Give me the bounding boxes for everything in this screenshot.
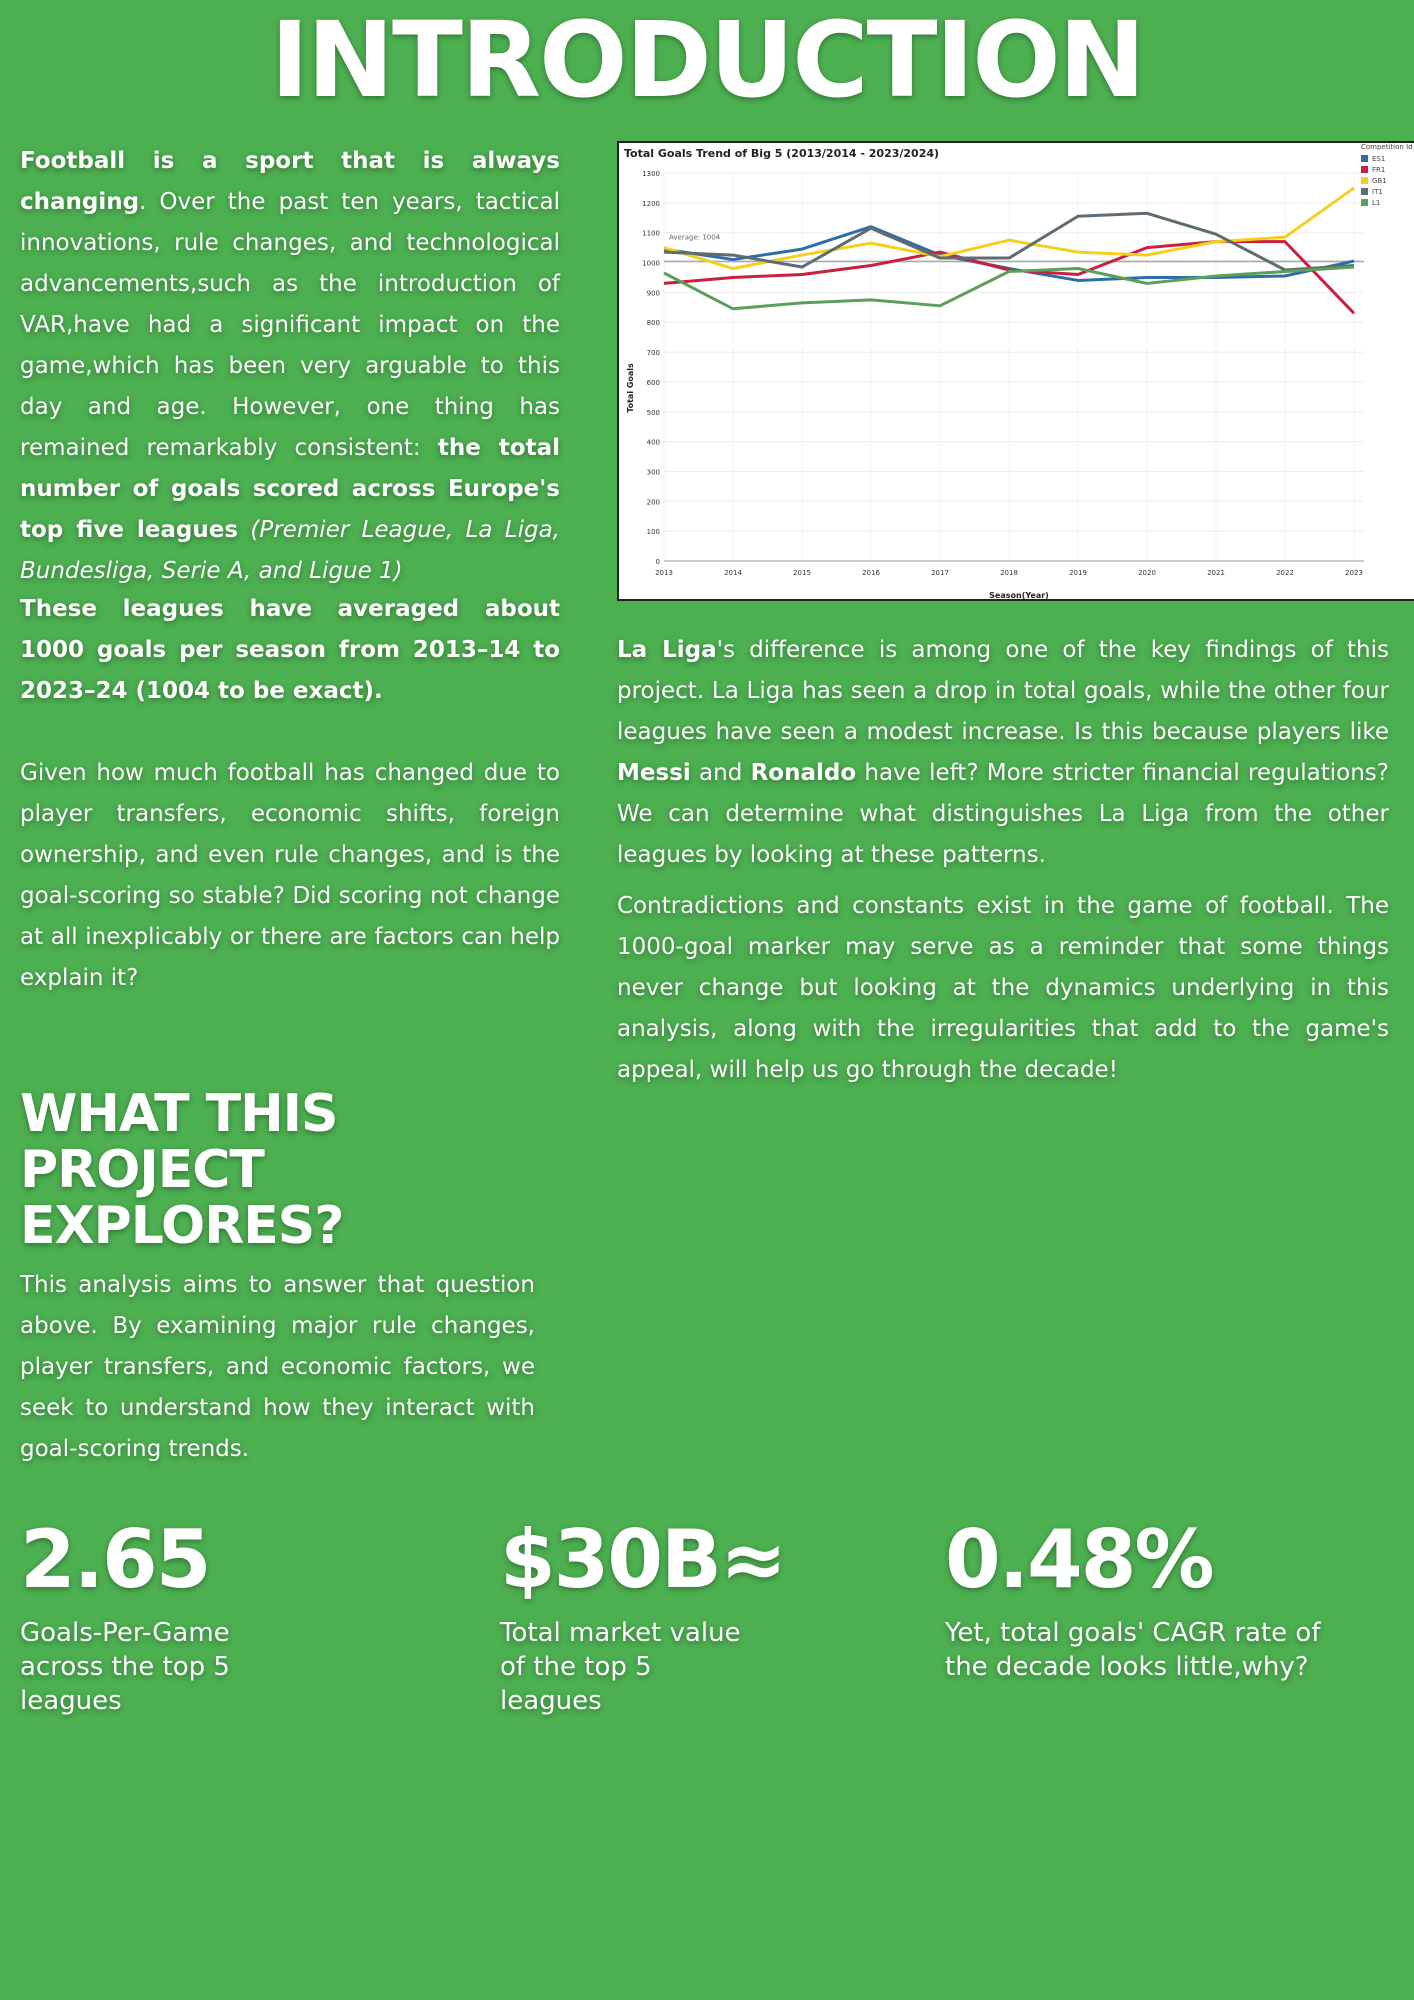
y-tick-label: 1100 <box>642 229 660 238</box>
legend-swatch <box>1361 199 1368 206</box>
intro-lead-end: . <box>139 189 147 215</box>
stat-market-value-desc <box>500 1616 741 1718</box>
average-goals-paragraph <box>20 589 560 712</box>
constants-text: Contradictions and constants exist in the game of football. The 1000-goal marker may serve as a reminder that some things never change but looking at the dynamics underlying in this analysis, along with the irregularities that add to the game's appeal, will help us go through the decade! <box>617 893 1389 1083</box>
intro-bold-goals: the total number of goals scored across Europe's top five leagues <box>20 435 560 543</box>
y-tick-label: 600 <box>646 378 660 387</box>
x-tick-label: 2018 <box>1000 569 1018 577</box>
x-tick-label: 2022 <box>1276 569 1294 577</box>
explores-paragraph <box>20 1265 535 1470</box>
stat-desc-line: the decade looks little,why? <box>945 1652 1309 1682</box>
legend-label: ES1 <box>1372 155 1386 163</box>
average-label: Average: 1004 <box>669 233 721 242</box>
y-tick-label: 500 <box>646 408 660 417</box>
explores-text: This analysis aims to answer that question above. By examining major rule changes, player transfers, and economic factors, we seek to understand how they interact with goal-scoring trends. <box>20 1272 535 1462</box>
x-tick-label: 2015 <box>793 569 811 577</box>
legend-label: FR1 <box>1372 166 1386 174</box>
y-tick-label: 900 <box>646 289 660 298</box>
x-tick-label: 2020 <box>1138 569 1156 577</box>
x-tick-label: 2019 <box>1069 569 1087 577</box>
stat-desc-line: leagues <box>20 1686 122 1716</box>
x-tick-label: 2021 <box>1207 569 1225 577</box>
ronaldo-bold: Ronaldo <box>750 760 857 786</box>
laliga-bold: La Liga <box>617 637 717 663</box>
y-tick-label: 1000 <box>642 259 660 268</box>
y-tick-label: 800 <box>646 319 660 328</box>
stat-desc-line: Total market value <box>500 1618 741 1648</box>
legend-label: GB1 <box>1372 177 1387 185</box>
page-title: INTRODUCTION <box>270 0 1144 121</box>
y-axis-label: Total Goals <box>626 363 635 413</box>
y-tick-label: 700 <box>646 349 660 358</box>
laliga-paragraph <box>617 630 1389 876</box>
chart-axes <box>642 170 1364 577</box>
stat-desc-line: leagues <box>500 1686 602 1716</box>
x-tick-label: 2016 <box>862 569 880 577</box>
average-goals-text: These leagues have averaged about 1000 goals per season from 2013–14 to 2023–24 (1004 to be exact). <box>20 596 560 704</box>
laliga-text-3: have left? More stricter financial regulations? We can determine what distinguishes La Liga from the other leagues by looking at these patterns. <box>617 760 1389 868</box>
legend-swatch <box>1361 166 1368 173</box>
stat-desc-line: Yet, total goals' CAGR rate of <box>945 1618 1321 1648</box>
y-tick-label: 400 <box>646 438 660 447</box>
stat-goals-per-game-desc <box>20 1616 230 1718</box>
stat-goals-per-game-value: 2.65 <box>20 1513 210 1606</box>
legend-swatch <box>1361 155 1368 162</box>
chart-legend <box>1361 143 1413 207</box>
stat-desc-line: across the top 5 <box>20 1652 230 1682</box>
x-tick-label: 2017 <box>931 569 949 577</box>
y-tick-label: 300 <box>646 468 660 477</box>
chart-svg <box>619 143 1414 601</box>
chart-title: Total Goals Trend of Big 5 (2013/2014 - 2023/2024) <box>624 147 940 160</box>
question-text: Given how much football has changed due to player transfers, economic shifts, foreign ownership, and even rule changes, and is the goal-scoring so stable? Did scoring not change at all inexplicably or there are factors can help explain it? <box>20 760 560 991</box>
y-tick-label: 1300 <box>642 170 660 178</box>
legend-title: Competition Id <box>1361 143 1413 151</box>
stat-desc-line: Goals-Per-Game <box>20 1618 230 1648</box>
intro-body: Over the past ten years, tactical innovations, rule changes, and technological advancements,such as the introduction of VAR,have had a significant impact on the game,which has been very arguable to this day and age. However, one thing has remained remarkably consistent: <box>20 189 560 461</box>
messi-bold: Messi <box>617 760 691 786</box>
x-tick-label: 2014 <box>724 569 742 577</box>
explores-heading <box>20 1086 343 1254</box>
goals-trend-chart <box>617 141 1414 601</box>
question-paragraph <box>20 753 560 999</box>
explores-heading-line2: PROJECT <box>20 1140 264 1200</box>
legend-swatch <box>1361 188 1368 195</box>
chart-grid <box>664 173 1364 561</box>
laliga-text-1: 's difference is among one of the key findings of this project. La Liga has seen a drop in total goals, while the other four leagues have seen a modest increase. Is this because players like <box>617 637 1389 745</box>
constants-paragraph <box>617 886 1389 1091</box>
y-tick-label: 0 <box>655 558 660 566</box>
legend-swatch <box>1361 177 1368 184</box>
explores-heading-line3: EXPLORES? <box>20 1196 344 1256</box>
legend-label: L1 <box>1372 199 1381 207</box>
y-tick-label: 100 <box>646 528 660 537</box>
y-tick-label: 1200 <box>642 199 660 208</box>
intro-lead-bold: Football is a sport that is always changing <box>20 148 560 215</box>
laliga-text-2: and <box>690 760 751 786</box>
intro-leagues-italic: (Premier League, La Liga, Bundesliga, Serie A, and Ligue 1) <box>20 517 560 584</box>
stat-market-value: $30B≈ <box>500 1513 785 1606</box>
stat-cagr-value: 0.48% <box>945 1513 1213 1606</box>
x-axis-label: Season(Year) <box>989 591 1049 600</box>
legend-label: IT1 <box>1372 188 1383 196</box>
stat-desc-line: of the top 5 <box>500 1652 652 1682</box>
x-tick-label: 2023 <box>1345 569 1363 577</box>
explores-heading-line1: WHAT THIS <box>20 1084 338 1144</box>
stat-cagr-desc <box>945 1616 1321 1684</box>
intro-paragraph <box>20 141 560 592</box>
y-tick-label: 200 <box>646 498 660 507</box>
x-tick-label: 2013 <box>655 569 673 577</box>
